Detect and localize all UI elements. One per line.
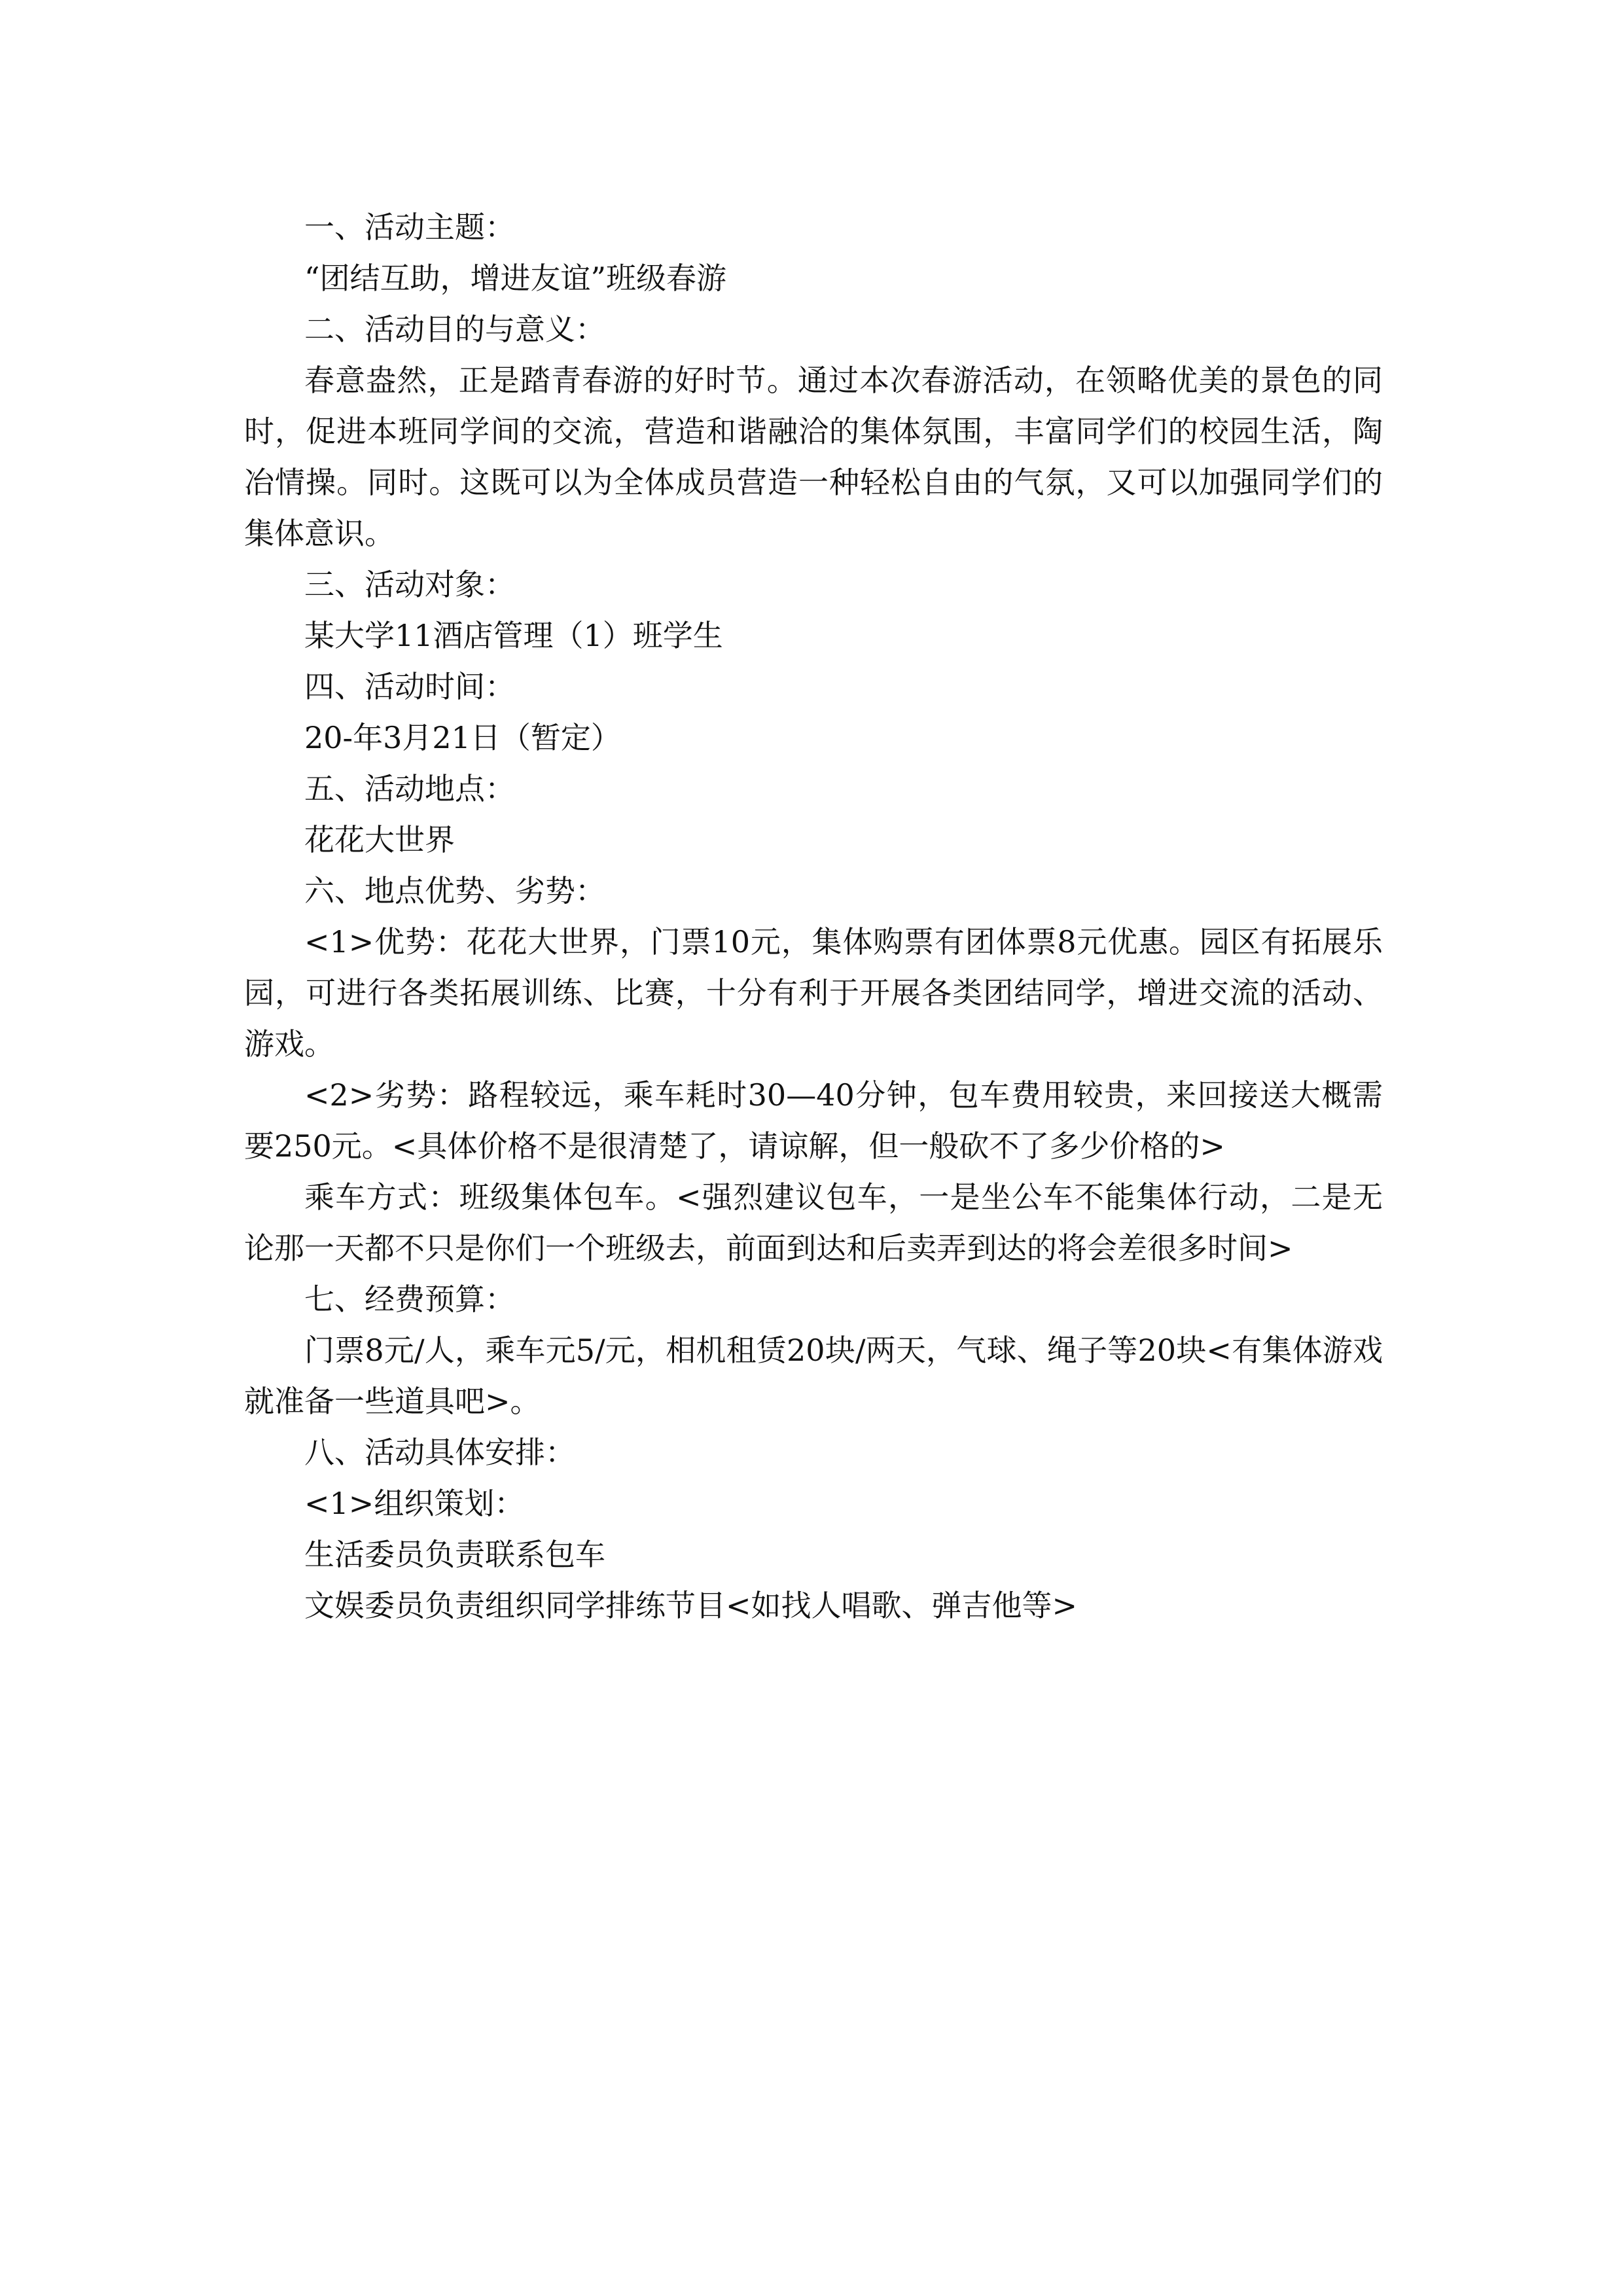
heading-purpose: 二、活动目的与意义：	[304, 312, 605, 347]
heading-pros-cons: 六、地点优势、劣势：	[304, 873, 605, 908]
time-text: 20-年3月21日（暂定）	[304, 720, 621, 755]
location-text: 花花大世界	[304, 822, 455, 857]
heading-budget: 七、经费预算：	[304, 1282, 515, 1317]
target-text: 某大学11酒店管理（1）班学生	[304, 618, 723, 653]
organize-item-program: 文娱委员负责组织同学排练节目<如找人唱歌、弹吉他等>	[304, 1588, 1078, 1623]
heading-theme: 一、活动主题：	[304, 209, 515, 245]
transport-text: 乘车方式：班级集体包车。<强烈建议包车，一是坐公车不能集体行动，二是无论那一天都不只是你们一个班级去，前面到达和后卖弄到达的将会差很多时间>	[244, 1179, 1383, 1266]
cons-text: <2>劣势：路程较远，乘车耗时30—40分钟，包车费用较贵，来回接送大概需要250元。<具体价格不是很清楚了，请谅解，但一般砍不了多少价格的>	[244, 1077, 1383, 1164]
budget-text: 门票8元/人，乘车元5/元，相机租赁20块/两天，气球、绳子等20块<有集体游戏就准备一些道具吧>。	[244, 1333, 1383, 1419]
purpose-text: 春意盎然，正是踏青春游的好时节。通过本次春游活动，在领略优美的景色的同时，促进本班同学间的交流，营造和谐融洽的集体氛围，丰富同学们的校园生活，陶冶情操。同时。这既可以为全体成员营造一种轻松自由的气氛，又可以加强同学们的集体意识。	[244, 363, 1383, 551]
heading-arrangement: 八、活动具体安排：	[304, 1435, 575, 1470]
organize-heading: <1>组织策划：	[304, 1486, 525, 1521]
theme-text: “团结互助，增进友谊”班级春游	[304, 260, 727, 296]
organize-item-bus: 生活委员负责联系包车	[304, 1537, 605, 1572]
heading-location: 五、活动地点：	[304, 771, 515, 806]
heading-target: 三、活动对象：	[304, 567, 515, 602]
heading-time: 四、活动时间：	[304, 669, 515, 704]
pros-text: <1>优势：花花大世界，门票10元，集体购票有团体票8元优惠。园区有拓展乐园，可进行各类拓展训练、比赛，十分有利于开展各类团结同学，增进交流的活动、游戏。	[244, 924, 1383, 1062]
document-body	[244, 202, 1383, 1631]
